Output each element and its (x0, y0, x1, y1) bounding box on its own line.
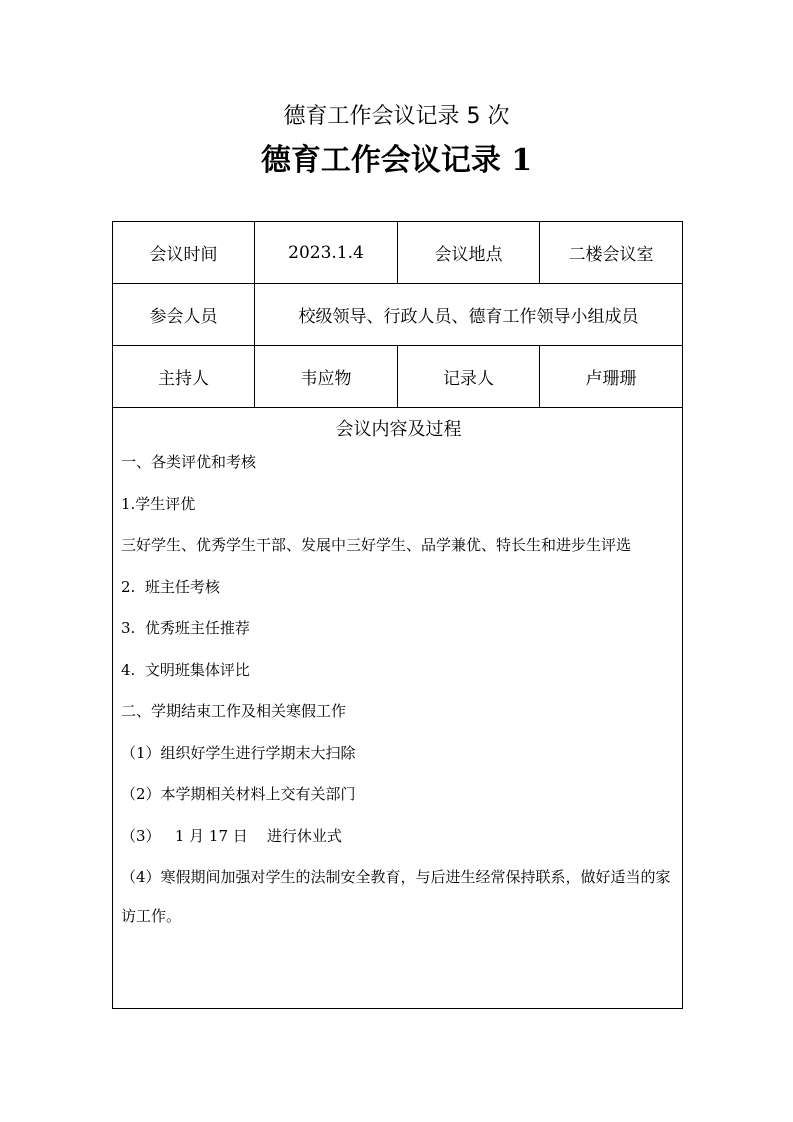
table-row (113, 284, 683, 346)
content-line: 二、学期结束工作及相关寒假工作 (121, 702, 347, 720)
meeting-place-value: 二楼会议室 (540, 222, 683, 284)
content-line: 1.学生评优 (121, 494, 196, 513)
document-heading: 德育工作会议记录 1 (260, 143, 533, 178)
document-title: 德育工作会议记录 5 次 (283, 104, 510, 129)
content-heading: 会议内容及过程 (335, 419, 462, 440)
table-row (113, 346, 683, 408)
host-label: 主持人 (113, 346, 255, 408)
meeting-record-table (112, 221, 683, 1009)
meeting-time-label: 会议时间 (113, 222, 255, 284)
host-value: 韦应物 (255, 346, 398, 408)
attendees-value: 校级领导、行政人员、德育工作领导小组成员 (255, 284, 683, 346)
content-line: 三好学生、优秀学生干部、发展中三好学生、品学兼优、特长生和进步生评选 (121, 536, 632, 554)
recorder-value: 卢珊珊 (540, 346, 683, 408)
content-line: （2）本学期相关材料上交有关部门 (121, 785, 356, 803)
content-line: 4. 文明班集体评比 (121, 660, 250, 679)
content-line: 2. 班主任考核 (121, 577, 220, 596)
content-line: （3） 1 月 17 日 进行休业式 (121, 826, 342, 845)
content-line: （4）寒假期间加强对学生的法制安全教育，与后进生经常保持联系，做好适当的家访工作。 (121, 868, 671, 925)
attendees-label: 参会人员 (113, 284, 255, 346)
content-line: 一、各类评优和考核 (121, 453, 257, 471)
table-row (113, 222, 683, 284)
table-row (113, 408, 683, 1009)
meeting-time-value: 2023.1.4 (255, 222, 398, 284)
meeting-place-label: 会议地点 (398, 222, 540, 284)
content-line: 3. 优秀班主任推荐 (121, 619, 250, 637)
recorder-label: 记录人 (398, 346, 540, 408)
meeting-content-cell (113, 408, 683, 1009)
content-line: （1）组织好学生进行学期末大扫除 (121, 743, 356, 762)
